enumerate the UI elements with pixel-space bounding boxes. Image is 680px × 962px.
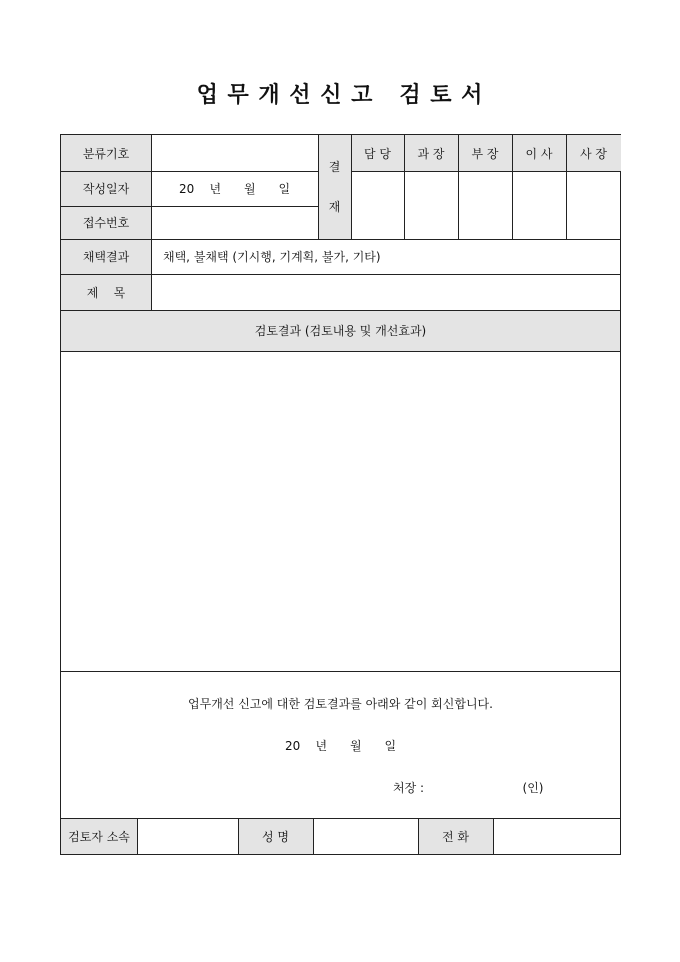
grid-line xyxy=(418,818,419,854)
grid-line xyxy=(61,171,318,172)
approval-sign-president[interactable] xyxy=(566,171,621,239)
date-written-field[interactable]: 20 년 월 일 xyxy=(178,182,291,196)
grid-line xyxy=(318,135,319,239)
adoption-result-label: 채택결과 xyxy=(61,239,151,274)
phone-field[interactable] xyxy=(493,818,620,854)
approval-col-staff: 담 당 xyxy=(351,135,404,171)
approval-label-top: 결 xyxy=(328,160,341,174)
classification-no-label: 분류기호 xyxy=(61,135,151,171)
grid-line xyxy=(61,818,620,819)
approval-sign-dept-head[interactable] xyxy=(458,171,512,239)
grid-line xyxy=(61,310,620,311)
approval-col-dept-head: 부 장 xyxy=(458,135,512,171)
review-content-area[interactable] xyxy=(61,351,620,671)
receipt-no-label: 접수번호 xyxy=(61,206,151,239)
grid-line xyxy=(61,351,620,352)
phone-label: 전 화 xyxy=(418,818,493,854)
approval-col-director: 이 사 xyxy=(512,135,566,171)
name-label: 성 명 xyxy=(238,818,313,854)
adoption-result-field[interactable]: 채택, 불채택 (기시행, 기계획, 불가, 기타) xyxy=(163,250,381,264)
review-result-header: 검토결과 (검토내용 및 개선효과) xyxy=(61,310,620,351)
grid-line xyxy=(61,274,620,275)
grid-line xyxy=(351,135,352,239)
date-written-label: 작성일자 xyxy=(61,171,151,206)
grid-line xyxy=(61,206,151,207)
review-form xyxy=(60,134,621,855)
grid-line xyxy=(137,818,138,854)
reviewer-dept-field[interactable] xyxy=(137,818,238,854)
grid-line xyxy=(351,171,620,172)
approval-col-president: 사 장 xyxy=(566,135,621,171)
approval-sign-staff[interactable] xyxy=(351,171,404,239)
approval-sign-section-chief[interactable] xyxy=(404,171,458,239)
reply-signer: 처장 : xyxy=(393,780,425,795)
name-field[interactable] xyxy=(313,818,418,854)
subject-field[interactable] xyxy=(151,274,621,310)
reviewer-dept-label: 검토자 소속 xyxy=(61,818,137,854)
approval-label xyxy=(318,135,351,239)
grid-line xyxy=(493,818,494,854)
grid-line xyxy=(512,135,513,239)
grid-line xyxy=(404,135,405,239)
reply-date: 20 년 월 일 xyxy=(284,738,397,753)
document-title: 업 무 개 선 신 고 검 토 서 xyxy=(196,82,484,108)
reply-seal: (인) xyxy=(522,780,544,795)
approval-sign-director[interactable] xyxy=(512,171,566,239)
grid-line xyxy=(61,671,620,672)
grid-line xyxy=(566,135,567,239)
grid-line xyxy=(61,239,620,240)
classification-no-field[interactable] xyxy=(151,135,318,171)
subject-label: 제 목 xyxy=(61,274,151,310)
approval-label-bottom: 재 xyxy=(328,200,341,214)
grid-line xyxy=(313,818,314,854)
reply-statement: 업무개선 신고에 대한 검토결과를 아래와 같이 회신합니다. xyxy=(188,696,493,711)
grid-line xyxy=(238,818,239,854)
approval-col-section-chief: 과 장 xyxy=(404,135,458,171)
receipt-no-field[interactable] xyxy=(151,206,318,239)
grid-line xyxy=(151,135,152,310)
grid-line xyxy=(151,206,318,207)
grid-line xyxy=(458,135,459,239)
